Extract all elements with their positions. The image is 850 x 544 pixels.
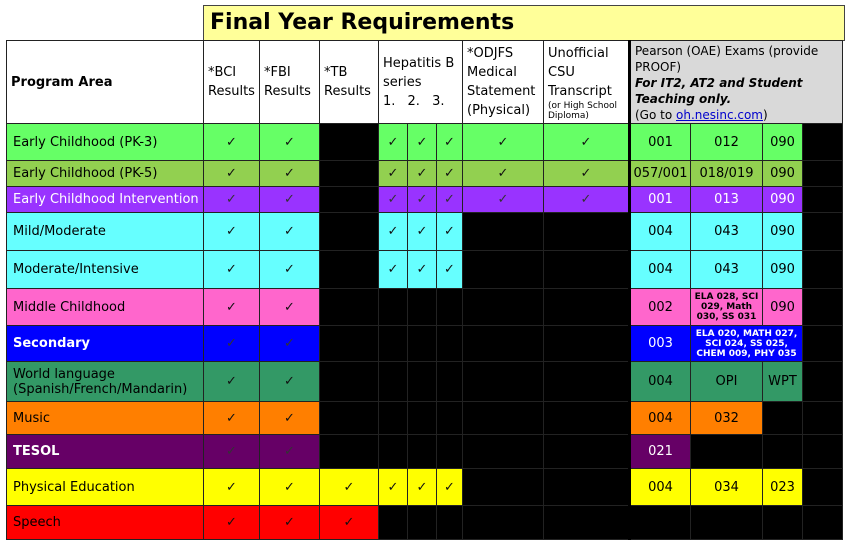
hepatitis-check-icon: ✓ bbox=[437, 161, 463, 187]
odjfs-check-icon bbox=[463, 506, 544, 540]
exam-code: 004 bbox=[630, 213, 691, 251]
exam-code: 018/019 bbox=[691, 161, 763, 187]
table-row bbox=[7, 435, 843, 469]
exam-code: 090 bbox=[763, 251, 803, 289]
header-pearson bbox=[630, 41, 843, 124]
exam-code-empty bbox=[630, 506, 691, 540]
header-hepatitis-label: Hepatitis B series bbox=[383, 55, 455, 90]
exam-code-empty bbox=[803, 213, 843, 251]
hepatitis-check-icon: ✓ bbox=[437, 124, 463, 161]
hepatitis-check-icon bbox=[379, 362, 408, 402]
tb-check-icon bbox=[320, 402, 379, 435]
odjfs-check-icon: ✓ bbox=[463, 124, 544, 161]
tb-check-icon: ✓ bbox=[320, 469, 379, 506]
exam-code: 012 bbox=[691, 124, 763, 161]
exam-code: 004 bbox=[630, 251, 691, 289]
hepatitis-check-icon bbox=[379, 506, 408, 540]
hepatitis-check-icon bbox=[379, 435, 408, 469]
fbi-check-icon: ✓ bbox=[260, 251, 320, 289]
bci-check-icon: ✓ bbox=[204, 213, 260, 251]
hepatitis-check-icon: ✓ bbox=[408, 187, 437, 213]
tb-check-icon bbox=[320, 289, 379, 326]
tb-check-icon bbox=[320, 362, 379, 402]
header-pearson-line2: For IT2, AT2 and Student Teaching only. bbox=[635, 76, 803, 106]
hepatitis-check-icon: ✓ bbox=[408, 469, 437, 506]
bci-check-icon: ✓ bbox=[204, 506, 260, 540]
program-name: Middle Childhood bbox=[7, 289, 204, 326]
header-pearson-close: ) bbox=[762, 108, 768, 122]
header-odjfs: *ODJFS Medical Statement (Physical) bbox=[463, 41, 544, 124]
hepatitis-check-icon: ✓ bbox=[379, 161, 408, 187]
header-program-area: Program Area bbox=[7, 41, 204, 124]
hepatitis-check-icon bbox=[437, 362, 463, 402]
bci-check-icon: ✓ bbox=[204, 402, 260, 435]
header-fbi: *FBI Results bbox=[260, 41, 320, 124]
program-name: Mild/Moderate bbox=[7, 213, 204, 251]
table-row bbox=[7, 124, 843, 161]
requirements-table bbox=[6, 40, 843, 540]
bci-check-icon: ✓ bbox=[204, 251, 260, 289]
exam-code-empty bbox=[803, 402, 843, 435]
table-row bbox=[7, 506, 843, 540]
csu-check-icon bbox=[544, 402, 630, 435]
fbi-check-icon: ✓ bbox=[260, 187, 320, 213]
exam-code: 032 bbox=[691, 402, 763, 435]
csu-check-icon: ✓ bbox=[544, 187, 630, 213]
hepatitis-check-icon: ✓ bbox=[437, 187, 463, 213]
exam-code: 043 bbox=[691, 213, 763, 251]
hepatitis-check-icon: ✓ bbox=[408, 161, 437, 187]
bci-check-icon: ✓ bbox=[204, 469, 260, 506]
odjfs-check-icon: ✓ bbox=[463, 187, 544, 213]
table-row bbox=[7, 362, 843, 402]
hepatitis-check-icon bbox=[437, 326, 463, 362]
hepatitis-check-icon bbox=[379, 402, 408, 435]
table-row bbox=[7, 289, 843, 326]
odjfs-check-icon bbox=[463, 435, 544, 469]
program-name: TESOL bbox=[7, 435, 204, 469]
exam-code-empty bbox=[803, 161, 843, 187]
header-csu-note: (or High School Diploma) bbox=[548, 100, 618, 121]
header-hepatitis-numbers: 1. 2. 3. bbox=[383, 93, 445, 109]
odjfs-check-icon bbox=[463, 402, 544, 435]
bci-check-icon: ✓ bbox=[204, 289, 260, 326]
hepatitis-check-icon bbox=[408, 506, 437, 540]
odjfs-check-icon bbox=[463, 289, 544, 326]
exam-code: 002 bbox=[630, 289, 691, 326]
odjfs-check-icon: ✓ bbox=[463, 161, 544, 187]
hepatitis-check-icon bbox=[437, 402, 463, 435]
csu-check-icon bbox=[544, 326, 630, 362]
exam-code: 034 bbox=[691, 469, 763, 506]
program-name: Secondary bbox=[7, 326, 204, 362]
table-row bbox=[7, 251, 843, 289]
fbi-check-icon: ✓ bbox=[260, 469, 320, 506]
page-title: Final Year Requirements bbox=[203, 5, 845, 41]
header-pearson-go: (Go to bbox=[635, 108, 676, 122]
hepatitis-check-icon bbox=[408, 402, 437, 435]
exam-code-empty bbox=[803, 506, 843, 540]
exam-code-empty bbox=[803, 124, 843, 161]
tb-check-icon bbox=[320, 251, 379, 289]
csu-check-icon bbox=[544, 289, 630, 326]
bci-check-icon: ✓ bbox=[204, 187, 260, 213]
header-tb: *TB Results bbox=[320, 41, 379, 124]
csu-check-icon: ✓ bbox=[544, 124, 630, 161]
csu-check-icon bbox=[544, 251, 630, 289]
exam-code-empty bbox=[803, 435, 843, 469]
exam-code: WPT bbox=[763, 362, 803, 402]
program-name: Early Childhood (PK-3) bbox=[7, 124, 204, 161]
exam-code-empty bbox=[803, 362, 843, 402]
exam-code: 090 bbox=[763, 187, 803, 213]
fbi-check-icon: ✓ bbox=[260, 362, 320, 402]
hepatitis-check-icon: ✓ bbox=[437, 251, 463, 289]
fbi-check-icon: ✓ bbox=[260, 326, 320, 362]
exam-code: 001 bbox=[630, 124, 691, 161]
hepatitis-check-icon bbox=[408, 289, 437, 326]
exam-code: 090 bbox=[763, 289, 803, 326]
exam-code: 003 bbox=[630, 326, 691, 362]
bci-check-icon: ✓ bbox=[204, 124, 260, 161]
hepatitis-check-icon: ✓ bbox=[408, 124, 437, 161]
hepatitis-check-icon: ✓ bbox=[379, 124, 408, 161]
bci-check-icon: ✓ bbox=[204, 326, 260, 362]
exam-code: ELA 020, MATH 027, SCI 024, SS 025, CHEM 009, PHY 035 bbox=[691, 326, 803, 362]
csu-check-icon bbox=[544, 213, 630, 251]
table-row bbox=[7, 213, 843, 251]
program-name: Music bbox=[7, 402, 204, 435]
hepatitis-check-icon: ✓ bbox=[408, 251, 437, 289]
tb-check-icon bbox=[320, 435, 379, 469]
exam-code: 023 bbox=[763, 469, 803, 506]
header-hepatitis bbox=[379, 41, 463, 124]
fbi-check-icon: ✓ bbox=[260, 506, 320, 540]
table-row bbox=[7, 161, 843, 187]
exam-code: 004 bbox=[630, 469, 691, 506]
exam-code: 021 bbox=[630, 435, 691, 469]
fbi-check-icon: ✓ bbox=[260, 289, 320, 326]
exam-code-empty bbox=[803, 289, 843, 326]
bci-check-icon: ✓ bbox=[204, 435, 260, 469]
exam-code: 090 bbox=[763, 213, 803, 251]
exam-code: 001 bbox=[630, 187, 691, 213]
bci-check-icon: ✓ bbox=[204, 161, 260, 187]
exam-code: 090 bbox=[763, 124, 803, 161]
exam-code: 013 bbox=[691, 187, 763, 213]
hepatitis-check-icon bbox=[408, 326, 437, 362]
exam-code: 043 bbox=[691, 251, 763, 289]
hepatitis-check-icon: ✓ bbox=[379, 469, 408, 506]
exam-code-empty bbox=[803, 326, 843, 362]
program-name: Early Childhood Intervention bbox=[7, 187, 204, 213]
hepatitis-check-icon bbox=[408, 435, 437, 469]
hepatitis-check-icon bbox=[379, 289, 408, 326]
tb-check-icon bbox=[320, 326, 379, 362]
tb-check-icon: ✓ bbox=[320, 506, 379, 540]
exam-code-empty bbox=[803, 251, 843, 289]
hepatitis-check-icon: ✓ bbox=[437, 213, 463, 251]
odjfs-check-icon bbox=[463, 362, 544, 402]
hepatitis-check-icon bbox=[379, 326, 408, 362]
hepatitis-check-icon: ✓ bbox=[379, 213, 408, 251]
odjfs-check-icon bbox=[463, 326, 544, 362]
program-name: World language (Spanish/French/Mandarin) bbox=[7, 362, 204, 402]
odjfs-check-icon bbox=[463, 251, 544, 289]
exam-code-empty bbox=[763, 402, 803, 435]
csu-check-icon bbox=[544, 435, 630, 469]
exam-code: 057/001 bbox=[630, 161, 691, 187]
exam-code: ELA 028, SCI 029, Math 030, SS 031 bbox=[691, 289, 763, 326]
hepatitis-check-icon bbox=[437, 506, 463, 540]
exam-code: 004 bbox=[630, 402, 691, 435]
exam-code-empty bbox=[763, 506, 803, 540]
tb-check-icon bbox=[320, 161, 379, 187]
program-name: Early Childhood (PK-5) bbox=[7, 161, 204, 187]
hepatitis-check-icon: ✓ bbox=[437, 469, 463, 506]
fbi-check-icon: ✓ bbox=[260, 124, 320, 161]
csu-check-icon: ✓ bbox=[544, 161, 630, 187]
csu-check-icon bbox=[544, 469, 630, 506]
exam-code: 090 bbox=[763, 161, 803, 187]
table-row bbox=[7, 402, 843, 435]
hepatitis-check-icon bbox=[437, 289, 463, 326]
table-row bbox=[7, 326, 843, 362]
header-bci: *BCI Results bbox=[204, 41, 260, 124]
exam-code: OPI bbox=[691, 362, 763, 402]
header-csu bbox=[544, 41, 630, 124]
hepatitis-check-icon: ✓ bbox=[408, 213, 437, 251]
csu-check-icon bbox=[544, 506, 630, 540]
hepatitis-check-icon: ✓ bbox=[379, 187, 408, 213]
exam-code-empty bbox=[691, 506, 763, 540]
odjfs-check-icon bbox=[463, 469, 544, 506]
tb-check-icon bbox=[320, 124, 379, 161]
odjfs-check-icon bbox=[463, 213, 544, 251]
header-pearson-line1: Pearson (OAE) Exams (provide PROOF) bbox=[635, 44, 819, 74]
program-name: Physical Education bbox=[7, 469, 204, 506]
requirements-body bbox=[7, 124, 843, 540]
hepatitis-check-icon: ✓ bbox=[379, 251, 408, 289]
header-csu-label: Unofficial CSU Transcript bbox=[548, 45, 612, 99]
table-row bbox=[7, 469, 843, 506]
hepatitis-check-icon bbox=[408, 362, 437, 402]
fbi-check-icon: ✓ bbox=[260, 402, 320, 435]
bci-check-icon: ✓ bbox=[204, 362, 260, 402]
fbi-check-icon: ✓ bbox=[260, 161, 320, 187]
tb-check-icon bbox=[320, 187, 379, 213]
hepatitis-check-icon bbox=[437, 435, 463, 469]
tb-check-icon bbox=[320, 213, 379, 251]
exam-code: 004 bbox=[630, 362, 691, 402]
table-row bbox=[7, 187, 843, 213]
exam-code-empty bbox=[763, 435, 803, 469]
fbi-check-icon: ✓ bbox=[260, 213, 320, 251]
exam-code-empty bbox=[803, 469, 843, 506]
pearson-link[interactable]: oh.nesinc.com bbox=[676, 108, 763, 122]
program-name: Moderate/Intensive bbox=[7, 251, 204, 289]
exam-code-empty bbox=[691, 435, 763, 469]
program-name: Speech bbox=[7, 506, 204, 540]
exam-code-empty bbox=[803, 187, 843, 213]
fbi-check-icon: ✓ bbox=[260, 435, 320, 469]
csu-check-icon bbox=[544, 362, 630, 402]
